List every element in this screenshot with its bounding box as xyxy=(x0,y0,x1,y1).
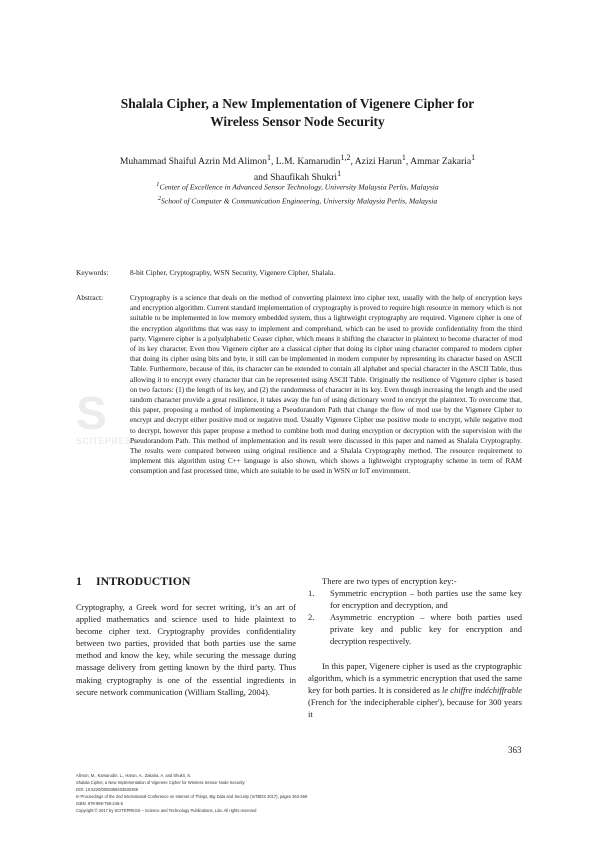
encryption-types-lead: There are two types of encryption key:- xyxy=(322,576,457,586)
keywords-text: 8-bit Cipher, Cryptography, WSN Security, Vigenere Cipher, Shalala. xyxy=(130,268,336,277)
abstract-text: Cryptography is a science that deals on the method of converting plaintext into cipher text, usually with the help of encryption keys and encryption algorithm. Current standard implementation of cryptography is proved to require high resource in memory which is not suitable to be implemented in low memory embedded system, thus a lightweight cryptography are required. Vigenere cipher is one of the encryption algorithms that was easy to implement and comprehand, which can be used to provide confidentiality from the third party. Vigenere cipher is a polyalphabetic Ceaser cipher, which means it shifting the character in plaintext to become character of mod of its key character. Even thou Vigenere cipher are a classical cipher that doing its cipher using character compared to modern cipher that doing its cipher using bits and byte, it still can be implemented in modern computer by representing its character based on ASCII Table. Furthermore, because of this, its character can be extended to contain all alphabet and special character in the ASCII Table, thus allowing it to encrypt every character that can be represented using ASCII Table. Originally the resilience of Vigenere cipher is based on two factors: (1) the length of its key, and (2) the randomness of character in its key. Even though increasing the length and the used random character provide a great resilience, it takes away the fun of using dictionary word to encrypt the plaintext. To overcome that, this paper, proposing a method of implementing a Pseudorandom Path that change the flow of mod use by the Vigenere Cipher to encrypt and decrypt either positive mod or negative mod. Usually Vigenere Cipher use positive mode to encrypt, while negative mod to decrypt, however this paper propose a method to combine both mod during encryption or decryption with the supervision with the Pseudorandom Path. This method of implementation and its result were discussed in this paper and named as Shalala Cryptography. The results were compared between using original resilience and a Shalala Cryptography method. The resource requirement to implement this algorithm using C++ language is also shown, which shows a lightweight cryptography scheme in term of RAM consumption and fast processed time, which are suitable to be used in WSN or IoT environment. xyxy=(130,294,522,476)
french-phrase: le chiffre indéchiffrable xyxy=(442,684,522,695)
footer-line: ISBN: 978-989-758-245-5 xyxy=(76,801,123,807)
footer-line: Copyright © 2017 by SCITEPRESS – Science and Technology Publications, Lda. All rights reserved xyxy=(76,808,257,814)
paper-title-line2: Wireless Sensor Node Security xyxy=(210,114,385,129)
footer-line: Alimon, M., Kamarudin, L., Harun, A., Zakaria, A. and Shukri, S. xyxy=(76,773,192,778)
footer-line: DOI: 10.5220/0006358403630369 xyxy=(76,787,138,793)
footer-line: Shalala Cipher, a New Implementation of Vigenere Cipher for Wireless Sensor Node Security. xyxy=(76,780,246,786)
affiliation-1: $^1$Center of Excellence in Advanced Sensor Technology, University Malaysia Perlis, Malaysia xyxy=(156,181,439,192)
publisher-watermark: S xyxy=(76,387,107,439)
affiliations xyxy=(60,179,535,206)
abstract-label: Abstract: xyxy=(76,293,104,302)
section-title: INTRODUCTION xyxy=(96,574,191,588)
intro-left-paragraph: Cryptography, a Greek word for secret writing, it’s an art of applied mathematics and science used to hide plaintext to become cipher text. Cryptography provides confidentiality between two parties, provided that both parties use the same method and know the key, while securing the message during massage delivery from getting known by the third party. Thus making cryptography is one of the essential ingredients in secure network communication (William Stalling, 2004). xyxy=(76,602,296,697)
paper-title xyxy=(60,95,535,131)
author-line2: and Shaufikah Shukri$^1$ xyxy=(253,169,342,184)
vigenere-paragraph: In this paper, Vigenere cipher is used as the cryptographic algorithm, which is a symmetric encryption that used the same key for both parties. It is considered as le chiffre indéchiffrable (French for 'the indecipherable cipher'), because for 300 years it xyxy=(308,660,522,719)
footer-line: In Proceedings of the 2nd International Conference on Internet of Things, Big Data and Security (IoTBDS 2017), pages 363-369 xyxy=(76,794,308,800)
affiliation-2: $^2$School of Computer & Communication Engineering, University Malaysia Perlis, Malaysia xyxy=(157,194,438,206)
encryption-types-list xyxy=(308,587,522,647)
page-number: 363 xyxy=(508,745,522,755)
section-number: 1 xyxy=(76,574,82,588)
paper-title-line1: Shalala Cipher, a New Implementation of Vigenere Cipher for xyxy=(120,96,475,111)
author-line1: Muhammad Shaiful Azrin Md Alimon$^1$, L.M. Kamarudin$^{1,2}$, Azizi Harun$^1$, Ammar Zakaria$^1$ xyxy=(119,153,476,168)
section-heading xyxy=(76,574,190,589)
publisher-watermark-text: SCITEPRESS xyxy=(76,436,139,446)
intro-right-column xyxy=(308,575,522,720)
list-item: 1. Symmetric encryption – both parties use the same key for encryption and decryption, and xyxy=(308,588,522,611)
keywords-label: Keywords: xyxy=(76,268,109,277)
citation-footer xyxy=(76,772,516,815)
list-item: 2. Asymmetric encryption – where both parties used private key and public key for encryption and decryption respectively. xyxy=(308,612,522,647)
